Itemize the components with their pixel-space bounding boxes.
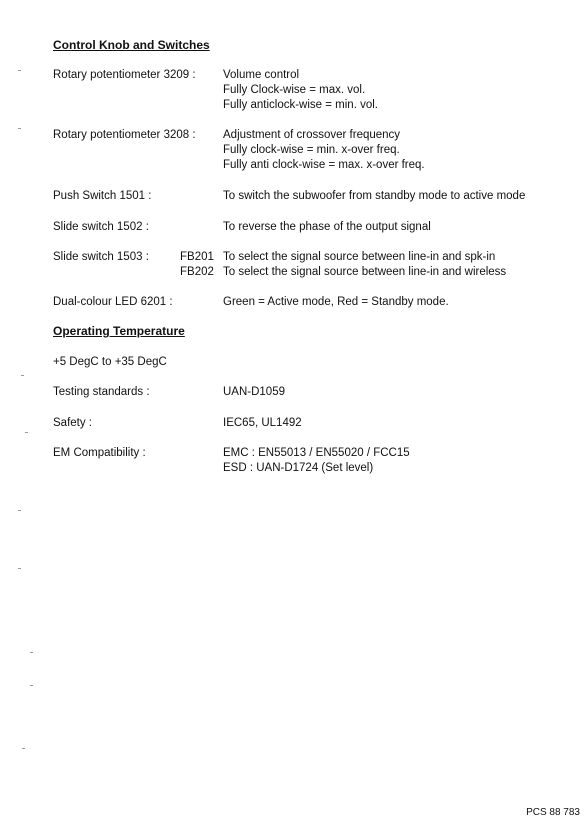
fb202-code: FB202	[180, 266, 214, 278]
safety-value: IEC65, UL1492	[223, 417, 302, 429]
temperature-range: +5 DegC to +35 DegC	[53, 356, 167, 368]
pot3208-line-1: Adjustment of crossover frequency	[223, 129, 401, 141]
em-compatibility-label: EM Compatibility :	[53, 447, 146, 459]
scan-speck	[18, 128, 21, 129]
scan-speck	[22, 748, 25, 749]
slide1502-label: Slide switch 1502 :	[53, 221, 149, 233]
led6201-text: Green = Active mode, Red = Standby mode.	[223, 296, 449, 308]
scan-speck	[25, 432, 28, 433]
scan-speck	[21, 375, 24, 376]
slide1502-text: To reverse the phase of the output signal	[223, 221, 431, 233]
led6201-label: Dual-colour LED 6201 :	[53, 296, 173, 308]
scan-speck	[18, 510, 21, 511]
pot3209-line-2: Fully Clock-wise = max. vol.	[223, 84, 366, 96]
document-code: PCS 88 783	[526, 807, 580, 818]
pot3209-line-3: Fully anticlock-wise = min. vol.	[223, 99, 378, 111]
fb201-code: FB201	[180, 251, 214, 263]
fb202-text: To select the signal source between line-in and wireless	[223, 266, 507, 278]
safety-label: Safety :	[53, 417, 92, 429]
temperature-heading: Operating Temperature	[53, 324, 185, 338]
push1501-label: Push Switch 1501 :	[53, 190, 152, 202]
controls-heading: Control Knob and Switches	[53, 38, 210, 52]
fb201-text: To select the signal source between line-in and spk-in	[223, 251, 496, 263]
scan-speck	[18, 70, 21, 71]
scan-speck	[30, 685, 33, 686]
slide1503-label: Slide switch 1503 :	[53, 251, 149, 263]
push1501-text: To switch the subwoofer from standby mode to active mode	[223, 190, 526, 202]
pot3208-line-2: Fully clock-wise = min. x-over freq.	[223, 144, 400, 156]
testing-standards-label: Testing standards :	[53, 386, 150, 398]
pot3209-line-1: Volume control	[223, 69, 300, 81]
emc-line: EMC : EN55013 / EN55020 / FCC15	[223, 447, 410, 459]
pot3209-label: Rotary potentiometer 3209 :	[53, 69, 196, 81]
pot3208-label: Rotary potentiometer 3208 :	[53, 129, 196, 141]
scan-speck	[18, 568, 21, 569]
testing-standards-value: UAN-D1059	[223, 386, 285, 398]
pot3208-line-3: Fully anti clock-wise = max. x-over freq.	[223, 159, 425, 171]
scan-speck	[30, 652, 33, 653]
esd-line: ESD : UAN-D1724 (Set level)	[223, 462, 374, 474]
